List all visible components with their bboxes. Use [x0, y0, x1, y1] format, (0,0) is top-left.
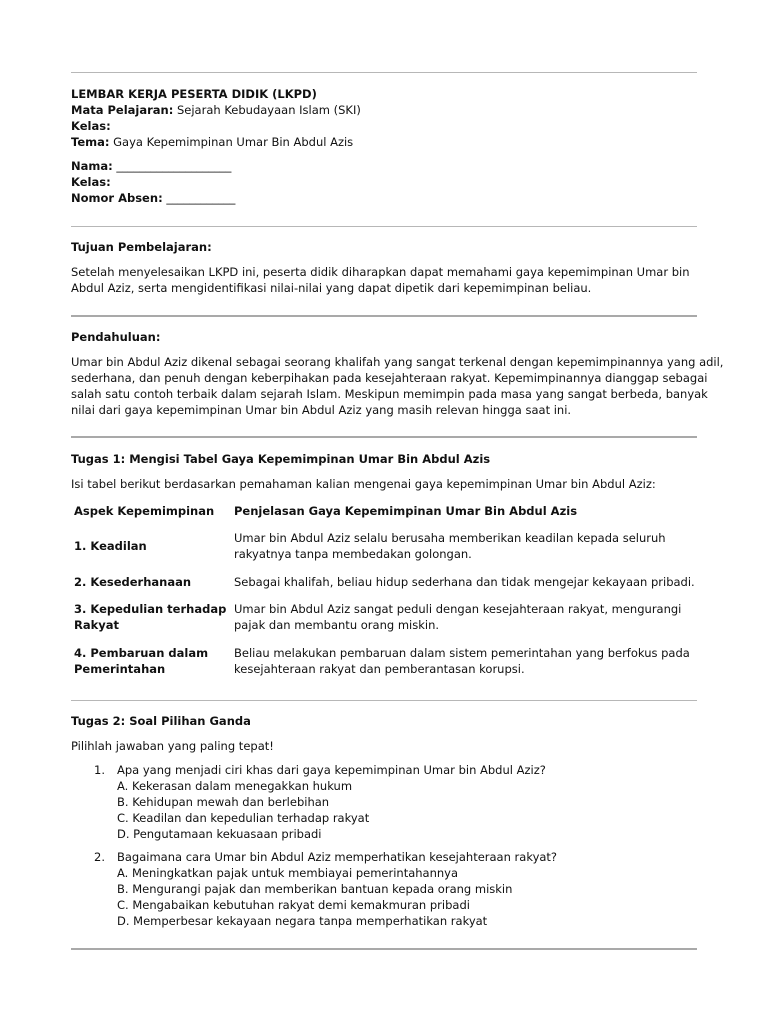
table-explanation: Umar bin Abdul Aziz sangat peduli dengan kesejahteraan rakyat, mengurangi pajak dan membantu orang miskin. — [234, 602, 682, 632]
task1-section — [71, 451, 697, 492]
theme-label: Tema — [71, 135, 105, 149]
question-number: 2. — [94, 850, 105, 864]
question-text: Apa yang menjadi ciri khas dari gaya kepemimpinan Umar bin Abdul Aziz? — [117, 763, 546, 777]
intro-heading: Pendahuluan: — [71, 330, 161, 344]
task2-instruction: Pilihlah jawaban yang paling tepat! — [71, 739, 274, 753]
divider — [71, 315, 697, 317]
name-label: Nama — [71, 159, 109, 173]
objective-line: Abdul Aziz, serta mengidentifikasi nilai-nilai yang dapat dipetik dari kepemimpinan beliau. — [71, 281, 592, 295]
table-aspect: 2. Kesederhanaan — [74, 575, 192, 589]
answer-option[interactable]: C. Mengabaikan kebutuhan rakyat demi kemakmuran pribadi — [117, 898, 470, 912]
subject-label: Mata Pelajaran — [71, 103, 169, 117]
question-number: 1. — [94, 763, 105, 777]
table-aspect: 3. Kepedulian terhadap Rakyat — [74, 602, 227, 632]
intro-line: Umar bin Abdul Aziz dikenal sebagai seorang khalifah yang sangat terkenal dengan kepemimpinannya yang adil, — [71, 355, 724, 369]
divider — [71, 700, 697, 701]
class-label: Kelas — [71, 119, 107, 133]
objective-heading: Tujuan Pembelajaran: — [71, 240, 212, 254]
table-aspect: 4. Pembaruan dalam Pemerintahan — [74, 646, 209, 676]
divider — [71, 436, 697, 438]
intro-line: salah satu contoh terbaik dalam sejarah Islam. Meskipun memimpin pada masa yang sangat berbeda, banyak — [71, 387, 708, 401]
divider — [71, 72, 697, 73]
question-text: Bagaimana cara Umar bin Abdul Aziz memperhatikan kesejahteraan rakyat? — [117, 850, 558, 864]
document-title: LEMBAR KERJA PESERTA DIDIK (LKPD) — [71, 87, 317, 101]
absen-label: Nomor Absen — [71, 191, 159, 205]
answer-option[interactable]: D. Memperbesar kekayaan negara tanpa memperhatikan rakyat — [117, 914, 488, 928]
objective-section — [71, 239, 697, 296]
objective-line: Setelah menyelesaikan LKPD ini, peserta didik diharapkan dapat memahami gaya kepemimpinan Umar bin — [71, 265, 690, 279]
theme-value: Gaya Kepemimpinan Umar Bin Abdul Azis — [113, 135, 354, 149]
table-col-explanation: Penjelasan Gaya Kepemimpinan Umar Bin Abdul Azis — [234, 504, 578, 518]
answer-option[interactable]: B. Mengurangi pajak dan memberikan bantuan kepada orang miskin — [117, 882, 513, 896]
student-info: Nama: ____________________ Kelas: Nomor Absen: ____________ — [71, 159, 236, 205]
answer-option[interactable]: A. Kekerasan dalam menegakkan hukum — [117, 779, 353, 793]
absen-field[interactable]: ____________ — [166, 191, 236, 205]
name-field[interactable]: ____________________ — [116, 159, 232, 173]
intro-line: sederhana, dan penuh dengan keberpihakan pada kesejahteraan rakyat. Kepemimpinannya dianggap sebagai — [71, 371, 708, 385]
student-class-label: Kelas — [71, 175, 107, 189]
subject-value: Sejarah Kebudayaan Islam (SKI) — [176, 103, 361, 117]
document-header: LEMBAR KERJA PESERTA DIDIK (LKPD) Mata Pelajaran: Sejarah Kebudayaan Islam (SKI) Kelas: Tema: Gaya Kepemimpinan Umar Bin Abdul Azis — [71, 87, 361, 149]
divider — [71, 948, 697, 950]
answer-option[interactable]: C. Keadilan dan kepedulian terhadap rakyat — [117, 811, 370, 825]
task2-heading: Tugas 2: Soal Pilihan Ganda — [71, 714, 251, 728]
task2-section — [71, 713, 697, 754]
intro-line: nilai dari gaya kepemimpinan Umar bin Abdul Aziz yang masih relevan hingga saat ini. — [71, 403, 572, 417]
table-aspect: 1. Keadilan — [74, 539, 147, 553]
table-explanation: Umar bin Abdul Aziz selalu berusaha memberikan keadilan kepada seluruh rakyatnya tanpa membedakan golongan. — [234, 531, 666, 561]
divider — [71, 226, 697, 227]
task1-heading: Tugas 1: Mengisi Tabel Gaya Kepemimpinan Umar Bin Abdul Azis — [71, 452, 491, 466]
task1-instruction: Isi tabel berikut berdasarkan pemahaman kalian mengenai gaya kepemimpinan Umar bin Abdul Aziz: — [71, 477, 656, 491]
answer-option[interactable]: A. Meningkatkan pajak untuk membiayai pemerintahannya — [117, 866, 459, 880]
answer-option[interactable]: D. Pengutamaan kekuasaan pribadi — [117, 827, 322, 841]
table-col-aspect: Aspek Kepemimpinan — [74, 504, 215, 518]
table-explanation: Beliau melakukan pembaruan dalam sistem pemerintahan yang berfokus pada kesejahteraan rakyat dan pemberantasan korupsi. — [234, 646, 690, 676]
answer-option[interactable]: B. Kehidupan mewah dan berlebihan — [117, 795, 330, 809]
table-explanation: Sebagai khalifah, beliau hidup sederhana dan tidak mengejar kekayaan pribadi. — [234, 575, 695, 589]
intro-section — [71, 329, 724, 418]
